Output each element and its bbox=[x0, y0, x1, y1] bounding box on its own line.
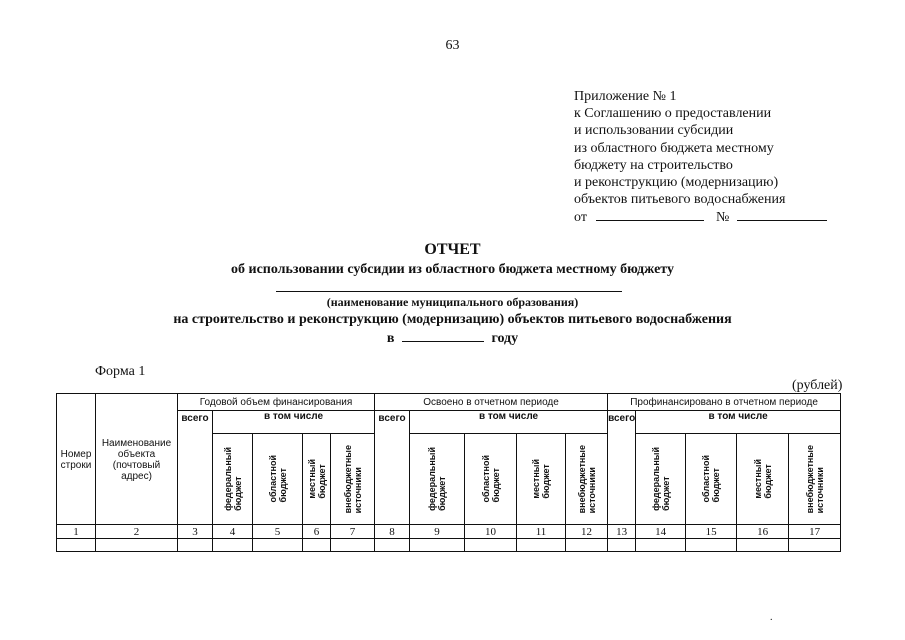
header-utilized: Освоено в отчетном периоде bbox=[375, 394, 608, 411]
report-table bbox=[56, 393, 841, 552]
empty-cell[interactable] bbox=[517, 539, 566, 552]
header-regional bbox=[686, 434, 737, 525]
year-prefix: в bbox=[386, 331, 395, 346]
header-federal bbox=[636, 434, 686, 525]
appendix-block bbox=[574, 88, 874, 227]
empty-cell[interactable] bbox=[178, 539, 213, 552]
header-local bbox=[517, 434, 566, 525]
header-local bbox=[737, 434, 789, 525]
column-number: 9 bbox=[410, 525, 465, 539]
appendix-line: бюджету на строительство bbox=[574, 157, 733, 173]
column-number: 15 bbox=[686, 525, 737, 539]
empty-cell[interactable] bbox=[737, 539, 789, 552]
appendix-line: из областного бюджета местному bbox=[574, 140, 774, 156]
header-total: всего bbox=[375, 411, 410, 525]
year-blank bbox=[402, 329, 484, 342]
vertical-label: внебюджетные источники bbox=[342, 444, 363, 514]
vertical-label: федеральный бюджет bbox=[222, 447, 243, 511]
vertical-label: федеральный бюджет bbox=[427, 447, 448, 511]
empty-cell[interactable] bbox=[331, 539, 375, 552]
header-row-number: Номер строки bbox=[57, 394, 96, 525]
units-label: (рублей) bbox=[792, 378, 843, 393]
empty-cell[interactable] bbox=[57, 539, 96, 552]
report-year-line bbox=[0, 329, 905, 347]
column-number: 13 bbox=[608, 525, 636, 539]
header-financed: Профинансировано в отчетном периоде bbox=[608, 394, 841, 411]
header-total: всего bbox=[608, 411, 636, 525]
column-number: 16 bbox=[737, 525, 789, 539]
page-number: 63 bbox=[445, 38, 460, 53]
header-extrabudget bbox=[566, 434, 608, 525]
agreement-number-blank bbox=[737, 208, 827, 221]
vertical-label: внебюджетные источники bbox=[804, 444, 825, 514]
empty-cell[interactable] bbox=[789, 539, 841, 552]
header-annual-volume: Годовой объем финансирования bbox=[178, 394, 375, 411]
column-number: 6 bbox=[303, 525, 331, 539]
empty-cell[interactable] bbox=[410, 539, 465, 552]
appendix-line: и реконструкцию (модернизацию) bbox=[574, 175, 779, 191]
column-number: 5 bbox=[253, 525, 303, 539]
header-federal bbox=[213, 434, 253, 525]
header-federal bbox=[410, 434, 465, 525]
year-suffix: году bbox=[491, 331, 519, 346]
form-label: Форма 1 bbox=[95, 364, 146, 379]
column-number: 14 bbox=[636, 525, 686, 539]
empty-cell[interactable] bbox=[253, 539, 303, 552]
empty-cell[interactable] bbox=[465, 539, 517, 552]
header-total: всего bbox=[178, 411, 213, 525]
column-number: 2 bbox=[96, 525, 178, 539]
column-number: 7 bbox=[331, 525, 375, 539]
header-including: в том числе bbox=[636, 411, 841, 434]
appendix-line: и использовании субсидии bbox=[574, 123, 734, 139]
empty-cell[interactable] bbox=[608, 539, 636, 552]
column-number: 4 bbox=[213, 525, 253, 539]
column-number: 12 bbox=[566, 525, 608, 539]
report-title: ОТЧЕТ bbox=[424, 241, 481, 258]
empty-cell[interactable] bbox=[96, 539, 178, 552]
vertical-label: областной бюджет bbox=[701, 455, 722, 503]
header-object-name: Наименование объекта (почтовый адрес) bbox=[96, 394, 178, 525]
column-number: 17 bbox=[789, 525, 841, 539]
appendix-line: к Соглашению о предоставлении bbox=[574, 106, 772, 122]
appendix-line: объектов питьевого водоснабжения bbox=[574, 192, 786, 208]
column-number: 10 bbox=[465, 525, 517, 539]
header-including: в том числе bbox=[213, 411, 375, 434]
from-label: от bbox=[574, 210, 587, 226]
municipality-blank-line bbox=[276, 291, 622, 292]
vertical-label: областной бюджет bbox=[267, 455, 288, 503]
empty-cell[interactable] bbox=[636, 539, 686, 552]
header-regional bbox=[253, 434, 303, 525]
vertical-label: внебюджетные источники bbox=[576, 444, 597, 514]
vertical-label: местный бюджет bbox=[306, 459, 327, 499]
header-extrabudget bbox=[789, 434, 841, 525]
report-subtitle: об использовании субсидии из областного бюджета местному бюджету bbox=[231, 262, 674, 277]
date-blank bbox=[596, 208, 704, 221]
empty-cell[interactable] bbox=[303, 539, 331, 552]
agreement-date-line bbox=[574, 208, 874, 226]
header-including: в том числе bbox=[410, 411, 608, 434]
report-purpose: на строительство и реконструкцию (модернизацию) объектов питьевого водоснабжения bbox=[173, 312, 732, 327]
scan-mark: . bbox=[770, 612, 773, 623]
header-regional bbox=[465, 434, 517, 525]
municipality-caption: (наименование муниципального образования) bbox=[326, 295, 579, 309]
empty-cell[interactable] bbox=[375, 539, 410, 552]
number-label: № bbox=[715, 210, 730, 226]
appendix-line: Приложение № 1 bbox=[574, 89, 677, 104]
empty-cell[interactable] bbox=[566, 539, 608, 552]
empty-cell[interactable] bbox=[686, 539, 737, 552]
vertical-label: местный бюджет bbox=[531, 459, 552, 499]
column-number: 11 bbox=[517, 525, 566, 539]
empty-cell[interactable] bbox=[213, 539, 253, 552]
header-local bbox=[303, 434, 331, 525]
vertical-label: местный бюджет bbox=[752, 459, 773, 499]
column-number: 3 bbox=[178, 525, 213, 539]
vertical-label: областной бюджет bbox=[480, 455, 501, 503]
column-number: 8 bbox=[375, 525, 410, 539]
header-extrabudget bbox=[331, 434, 375, 525]
column-number: 1 bbox=[57, 525, 96, 539]
vertical-label: федеральный бюджет bbox=[650, 447, 671, 511]
